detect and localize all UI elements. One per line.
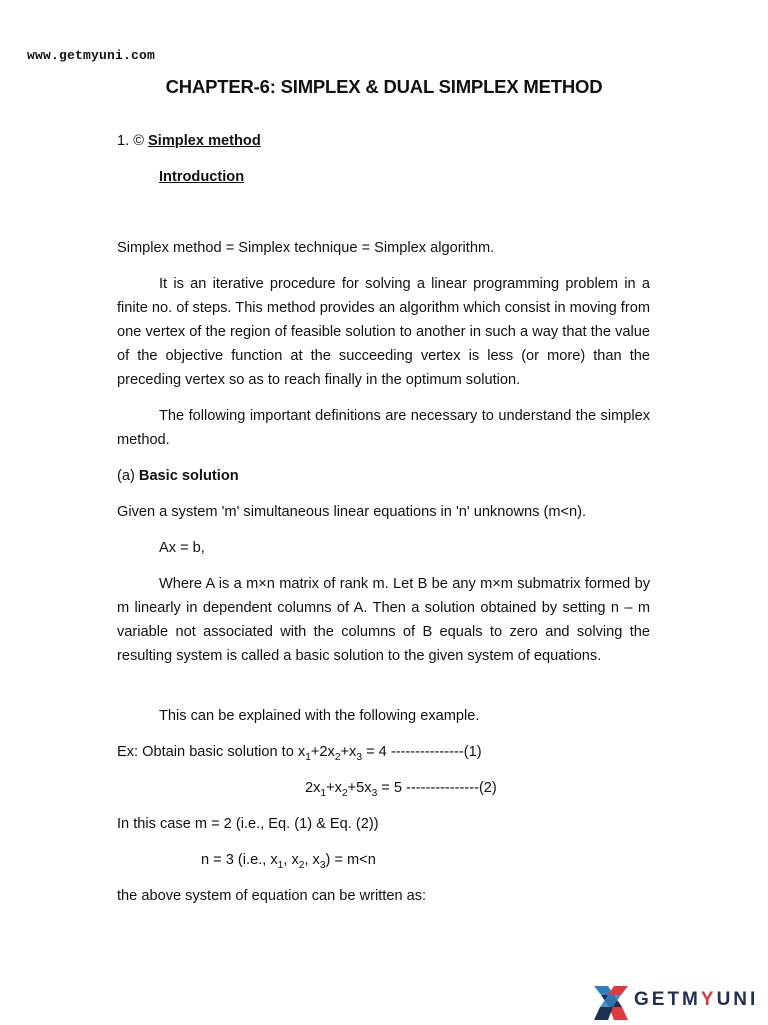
equation-ax-b: Ax = b, [159,540,205,556]
getmyuni-logo [592,983,762,1025]
paragraph-definitions-intro: The following important definitions are necessary to understand the simplex method. [117,408,650,448]
introduction-heading: Introduction [159,169,245,185]
basic-solution-title: Basic solution [138,468,239,484]
paragraph-given-system: Given a system 'm' simultaneous linear equations in 'n' unknowns (m<n). [117,504,587,520]
equation-2-lhs: $2x_1+x_2+5x_3$ [305,780,378,799]
basic-solution-heading [117,464,650,488]
site-url: www.getmyuni.com [27,48,156,63]
example-equation-1 [117,740,482,764]
paragraph-definition: Simplex method = Simplex technique = Simplex algorithm. [117,240,495,256]
paragraph-n-equals [201,848,376,872]
equation-2-tag: = 5 ---------------(2) [377,780,497,796]
example-equation-2 [305,776,497,800]
n-equals-suffix: ) = m<n [325,852,376,868]
paragraph-explained: This can be explained with the following example. [159,708,480,724]
paragraph-iterative: It is an iterative procedure for solving a linear programming problem in a finite no. of steps. This method provides an algorithm which consist in moving from one vertex of the region of feasible solution to another in such a way that the value of the objective function at the succeeding vertex is less (or more) than the preceding vertex so as to reach finally in the optimum solution. [117,276,650,388]
n-equals-prefix: n = 3 (i.e., [201,852,271,868]
paragraph-in-this-case: In this case m = 2 (i.e., Eq. (1) & Eq. (2)) [117,816,379,832]
logo-wordmark: GETMYUNI [634,989,759,1010]
paragraph-where-a: Where A is a m×n matrix of rank m. Let B be any m×m submatrix formed by m linearly in dependent columns of A. Then a solution obtained by setting n – m variable not associated with the columns of B equals to zero and solving the resulting system is called a basic solution to the given system of equations. [117,576,650,664]
chapter-title: CHAPTER-6: SIMPLEX & DUAL SIMPLEX METHOD [165,76,603,97]
n-variables: $x_1$, $x_2$, $x_3$ [270,852,326,871]
logo-mark-icon [592,983,630,1023]
example-prefix: Ex: Obtain basic solution to [117,744,298,760]
section-heading [117,129,650,153]
section-number: 1. © [117,133,144,149]
section-title: Simplex method [148,133,261,149]
equation-1-lhs: $x_1+2x_2+x_3$ [297,744,363,763]
basic-solution-label: (a) [117,468,135,484]
paragraph-above-system: the above system of equation can be written as: [117,888,427,904]
equation-1-tag: = 4 ---------------(1) [362,744,482,760]
